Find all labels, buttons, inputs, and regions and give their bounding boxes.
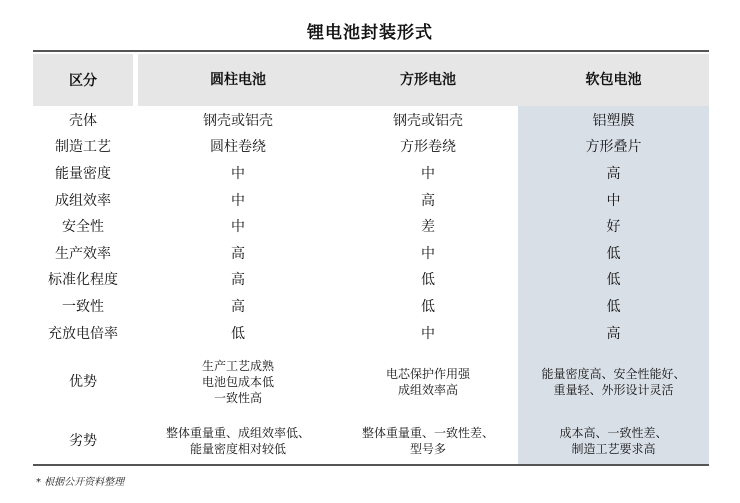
row-label: 一致性 [62, 298, 104, 315]
header-category: 区分 [33, 54, 133, 106]
table-cell: 低 [421, 298, 435, 315]
line: 成本高、一致性差、 [559, 426, 668, 440]
line: 电池包成本低 [201, 375, 274, 389]
line: 重量轻、外形设计灵活 [553, 383, 674, 397]
table-cell: 中 [606, 192, 621, 209]
table-title: 锂电池封装形式 [307, 23, 433, 43]
line: 成组效率高 [397, 383, 458, 397]
row-label: 壳体 [69, 112, 97, 129]
row-label: 标准化程度 [48, 272, 118, 289]
table-cell: 中 [421, 165, 435, 182]
table-cell: 高 [421, 192, 435, 209]
row-label: 成组效率 [55, 192, 111, 209]
header-pouch: 软包电池 [585, 71, 642, 88]
table-cell: 钢壳或铝壳 [393, 112, 463, 129]
table-cell: 低 [231, 325, 245, 342]
table-cell: 中 [231, 165, 245, 182]
advantages-label: 优势 [69, 373, 97, 390]
table-cell: 低 [606, 272, 621, 289]
row-label: 充放电倍率 [48, 325, 118, 342]
table-cell: 中 [231, 192, 245, 209]
table-cell: 高 [606, 325, 621, 342]
table-cell: 圆柱卷绕 [210, 139, 266, 156]
disadvantages-pouch [518, 418, 709, 464]
disadvantages-cylinder [138, 418, 338, 464]
row-label: 能量密度 [55, 165, 111, 182]
table-cell: 高 [231, 298, 245, 315]
disadvantages-label: 劣势 [69, 432, 97, 449]
line: 能量密度高、安全性能好、 [541, 367, 686, 381]
table-cell: 低 [421, 272, 435, 289]
table-cell: 中 [421, 325, 435, 342]
line: 电芯保护作用强 [385, 367, 470, 381]
row-label: 生产效率 [55, 245, 111, 262]
advantages-cylinder [138, 346, 338, 418]
line: 制造工艺要求高 [571, 442, 656, 456]
row-label: 制造工艺 [55, 139, 111, 156]
table-cell: 钢壳或铝壳 [203, 112, 273, 129]
line: 一致性高 [213, 391, 262, 405]
table-cell: 差 [421, 219, 435, 236]
source-note: * 根据公开资料整理 [36, 477, 125, 488]
table-cell: 中 [231, 219, 245, 236]
table-cell: 高 [231, 245, 245, 262]
line: 整体重量重、成组效率低、 [165, 426, 310, 440]
bottom-rule [33, 464, 709, 466]
table-cell: 低 [606, 245, 621, 262]
disadvantages-prismatic [338, 418, 518, 464]
top-rule [33, 50, 709, 52]
header-prismatic: 方形电池 [400, 71, 456, 88]
line: 生产工艺成熟 [201, 359, 274, 373]
table-cell: 方形叠片 [585, 139, 642, 156]
table-cell: 好 [606, 219, 621, 236]
line: 能量密度相对较低 [189, 442, 286, 456]
row-label: 安全性 [62, 219, 104, 236]
table-cell: 高 [231, 272, 245, 289]
header-cylinder: 圆柱电池 [210, 71, 266, 88]
table-cell: 中 [421, 245, 435, 262]
table-cell: 低 [606, 298, 621, 315]
line: 整体重量重、一致性差、 [361, 426, 494, 440]
advantages-pouch [518, 346, 709, 418]
table-cell: 方形卷绕 [400, 139, 456, 156]
line: 型号多 [409, 442, 446, 456]
advantages-prismatic [338, 346, 518, 418]
table-cell: 高 [606, 165, 621, 182]
table-cell: 铝塑膜 [592, 112, 635, 129]
